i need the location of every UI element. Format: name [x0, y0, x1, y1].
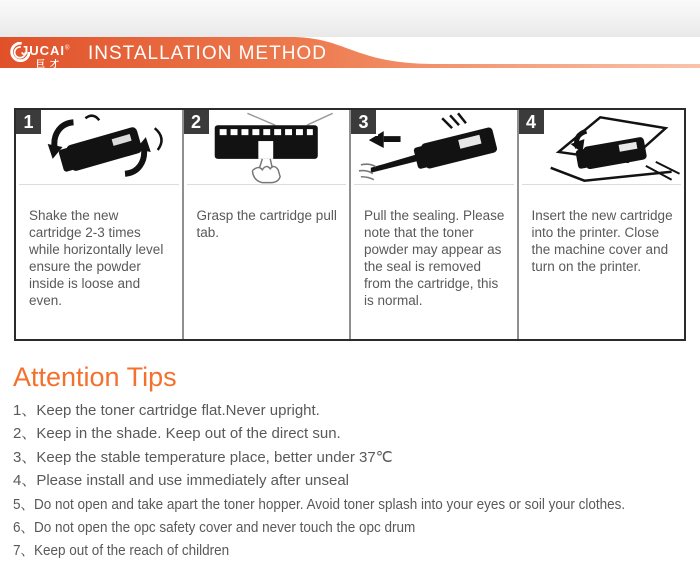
step-2-number-badge: 2 [184, 110, 211, 136]
tip-4-number: 4、 [13, 472, 37, 490]
tip-5-number: 5、 [13, 495, 35, 513]
step-2-caption: Grasp the cartridge pull tab. [196, 208, 337, 240]
brand-logo [10, 41, 86, 69]
step-1-number-badge: 1 [16, 110, 43, 136]
step-4-number-badge: 4 [519, 110, 546, 136]
tip-3-text: Keep the stable temperature place, better under 37℃ [36, 448, 393, 466]
tip-5-text: Do not open and take apart the toner hopper. Avoid toner splash into your eyes or soil your clothes. [34, 495, 626, 513]
tip-7-text: Keep out of the reach of children [34, 542, 230, 560]
attention-tips-list [13, 399, 695, 563]
header-banner [0, 37, 700, 71]
tip-1-number: 1、 [13, 402, 37, 419]
tip-item-1 [13, 399, 695, 422]
installation-steps-panel [14, 108, 686, 341]
tip-7-number: 7、 [13, 542, 35, 560]
logo-chinese-text: 巨才 [36, 59, 65, 69]
tip-item-4 [13, 469, 695, 492]
tip-6-text: Do not open the opc safety cover and never touch the opc drum [34, 519, 416, 537]
tip-2-number: 2、 [13, 425, 37, 443]
logo-word: JUCAI [21, 43, 66, 58]
step-3-panel [349, 110, 517, 339]
tip-6-number: 6、 [13, 519, 35, 537]
step-4-panel [517, 110, 685, 339]
top-gradient-strip [0, 0, 700, 37]
logo-text [21, 43, 70, 58]
tip-3-number: 3、 [13, 448, 37, 466]
step-2-panel [182, 110, 350, 339]
tip-item-6 [13, 516, 627, 539]
step-1-panel [16, 110, 182, 339]
tip-item-3 [13, 446, 695, 469]
tip-item-2 [13, 422, 695, 445]
attention-tips-heading: Attention Tips [13, 362, 177, 392]
tip-item-5 [13, 493, 627, 516]
step-3-caption: Pull the sealing. Please note that the toner powder may appear as the seal is removed from the cartridge, this is normal. [364, 208, 505, 308]
step-4-caption: Insert the new cartridge into the printer. Close the machine cover and turn on the printer. [531, 208, 673, 274]
page-title: INSTALLATION METHOD [88, 43, 327, 64]
step-3-number-badge: 3 [351, 110, 378, 136]
tip-4-text: Please install and use immediately after unseal [36, 472, 350, 490]
step-1-caption: Shake the new cartridge 2-3 times while horizontally level ensure the powder inside is loose and even. [29, 208, 164, 308]
registered-mark: ® [65, 45, 71, 52]
tip-1-text: Keep the toner cartridge flat.Never upright. [36, 402, 320, 419]
tip-item-7 [13, 539, 627, 562]
tip-2-text: Keep in the shade. Keep out of the direct sun. [36, 425, 341, 443]
